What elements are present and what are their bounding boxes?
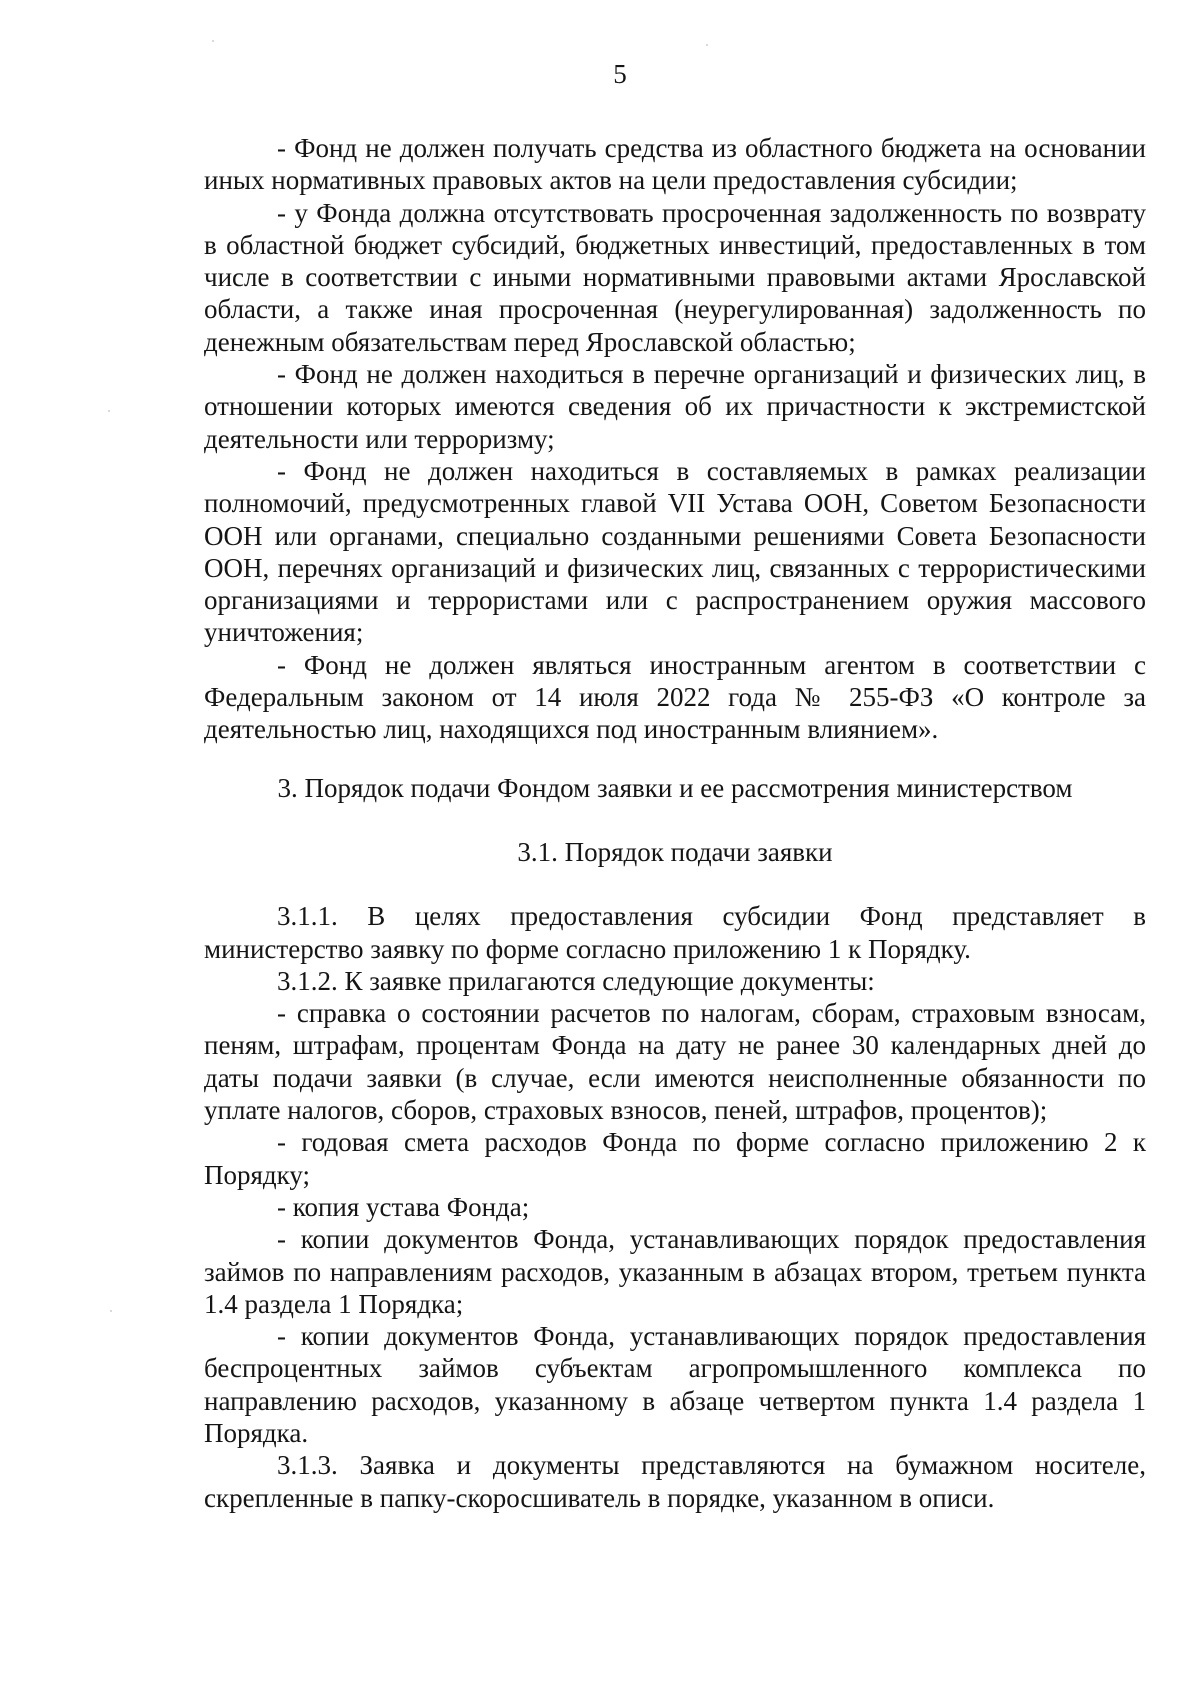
- paragraph: - Фонд не должен находиться в перечне организаций и физических лиц, в отношении которых имеются сведения об их причастности к экстремистской деятельности или терроризму;: [204, 359, 1146, 454]
- scan-speck: [110, 1310, 112, 1312]
- paragraph: 3.1.1. В целях предоставления субсидии Фонд представляет в министерство заявку по форме согласно приложению 1 к Порядку.: [204, 901, 1146, 964]
- scan-speck: [706, 44, 708, 46]
- paragraph: - годовая смета расходов Фонда по форме согласно приложению 2 к Порядку;: [204, 1127, 1146, 1190]
- paragraph: - копия устава Фонда;: [277, 1191, 530, 1222]
- paragraph: 3.1.3. Заявка и документы представляются на бумажном носителе, скрепленные в папку-скоросшиватель в порядке, указанном в описи.: [204, 1450, 1146, 1513]
- paragraph: - Фонд не должен получать средства из областного бюджета на основании иных нормативных правовых актов на цели предоставления субсидии;: [204, 133, 1146, 196]
- scan-speck: [108, 410, 110, 412]
- paragraph: 3.1.2. К заявке прилагаются следующие документы:: [277, 965, 875, 996]
- paragraph: - справка о состоянии расчетов по налогам, сборам, страховым взносам, пеням, штрафам, процентам Фонда на дату не ранее 30 календарных дней до даты подачи заявки (в случае, если имеются неисполненные обязанности по уплате налогов, сборов, страховых взносов, пеней, штрафов, процентов);: [204, 998, 1146, 1126]
- page-number: 5: [613, 59, 627, 89]
- paragraph: - Фонд не должен находиться в составляемых в рамках реализации полномочий, предусмотренных главой VII Устава ООН, Советом Безопасности ООН или органами, специально созданными решениями Совета Безопасности ООН, перечнях организаций и физических лиц, связанных с террористическими организациями и террористами или с распространением оружия массового уничтожения;: [204, 455, 1146, 648]
- paragraph: - копии документов Фонда, устанавливающих порядок предоставления займов по направлениям расходов, указанным в абзацах втором, третьем пункта 1.4 раздела 1 Порядка;: [204, 1224, 1146, 1319]
- document-body: [204, 132, 1146, 1514]
- section-heading: 3. Порядок подачи Фондом заявки и ее рассмотрения министерством: [277, 772, 1073, 803]
- paragraph: - копии документов Фонда, устанавливающих порядок предоставления беспроцентных займов субъектам агропромышленного комплекса по направлению расходов, указанному в абзаце четвертом пункта 1.4 раздела 1 Порядка.: [204, 1321, 1146, 1448]
- scan-speck: [212, 40, 214, 42]
- paragraph: - у Фонда должна отсутствовать просроченная задолженность по возврату в областной бюджет субсидий, бюджетных инвестиций, предоставленных в том числе в соответствии с иными нормативными правовыми актами Ярославской области, а также иная просроченная (неурегулированная) задолженность по денежным обязательствам перед Ярославской областью;: [204, 197, 1146, 357]
- subsection-heading: 3.1. Порядок подачи заявки: [517, 836, 833, 867]
- paragraph: - Фонд не должен являться иностранным агентом в соответствии с Федеральным законом от 14 июля 2022 года № 255-ФЗ «О контроле за деятельностью лиц, находящихся под иностранным влиянием».: [204, 649, 1146, 745]
